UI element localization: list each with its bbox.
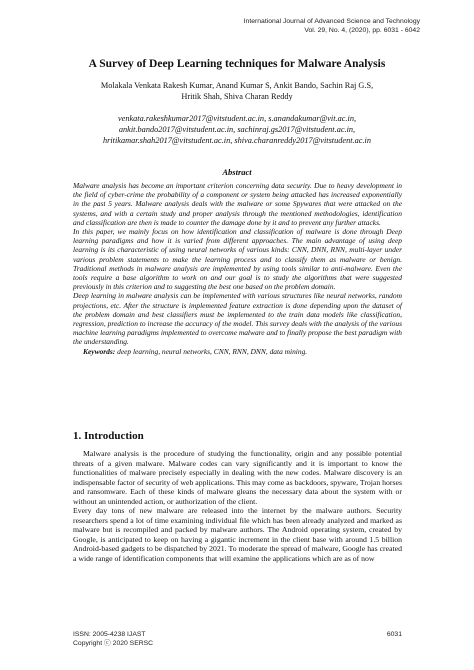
body-paragraph: Every day tons of new malware are released into the internet by the malware authors. Security researchers spend a lot of time examining individual file which has been already analyzed and marked as malware but is recompiled and packed by malware authors. The Android operating system, created by Google, is anticipated to keep on having a gigantic increment in the client base with around 1.5 billion Android-based gadgets to be dispatched by 2021. To moderate the spread of malware, Google has created a wide range of identification components that will examine the applications which are as of now: [73, 506, 402, 563]
copyright-text: Copyright ⓒ 2020 SERSC: [73, 640, 154, 647]
emails-line: ankit.bando2017@vitstudent.ac.in, sachinraj.gs2017@vitstudent.ac.in,: [118, 125, 356, 134]
author-emails: [56, 113, 418, 146]
keywords-text: deep learning, neural networks, CNN, RNN, DNN, data mining.: [115, 346, 308, 356]
emails-line: venkata.rakeshkumar2017@vitstudent.ac.in, s.anandakumar@vit.ac.in,: [117, 114, 357, 123]
journal-header: [120, 17, 420, 35]
author-list: [70, 80, 404, 102]
section-heading-introduction: 1. Introduction: [73, 430, 144, 442]
abstract-body: [73, 181, 402, 356]
footer-left: [73, 630, 153, 648]
emails-line: hritikamar.shah2017@vitstudent.ac.in, shiva.charanreddy2017@vitstudent.ac.in: [103, 136, 371, 145]
introduction-body: [73, 449, 402, 563]
volume-info: Vol. 29, No. 4, (2020), pp. 6031 - 6042: [304, 27, 420, 34]
abstract-paragraph: Deep learning in malware analysis can be implemented with various structures like neural networks, random projections, etc. After the structure is implemented feature extraction is done depending upon the dataset of the problem domain and best classifiers must be implemented to the train data models like classification, regression, prediction to increase the accuracy of the model. This survey deals with the analysis of the various machine learning paradigms implemented to overcome malware and to finally propose the best paradigm with the understanding.: [73, 291, 402, 347]
abstract-heading: Abstract: [222, 167, 252, 177]
abstract-paragraph: In this paper, we mainly focus on how identification and classification of malware is done through Deep learning paradigms and how it is varied from different approaches. The main advantage of using deep learning is its characteristic of using neural networks of various kinds: CNN, DNN, RNN, multi-layer under various problem statements to make the learning process and to classify them as malware or benign. Traditional methods in malware analysis are implemented by using tools similar to anti-malware. Even the tools require a base algorithm to work on and our goal is to study the algorithms that were suggested previously in this criterion and to suggesting the best one based on the problem domain.: [73, 227, 402, 292]
keywords-label: Keywords:: [83, 346, 116, 356]
abstract-paragraph: Malware analysis has become an important criterion concerning data security. Due to heavy development in the field of cyber-crime the probability of a component or system being attacked has increased exponentially in the past 5 years. Malware analysis deals with the malware or some Spywares that were attacked on the systems, and with a certain study and proper analysis through the mentioned methodologies, identification and classification are then is made to counter the damage done by it and to prevent any further attacks.: [73, 181, 402, 227]
paper-title: A Survey of Deep Learning techniques for Malware Analysis: [88, 58, 386, 70]
journal-name: International Journal of Advanced Science and Technology: [243, 18, 420, 25]
authors-line: Molakala Venkata Rakesh Kumar, Anand Kumar S, Ankit Bando, Sachin Raj G.S,: [100, 81, 374, 90]
authors-line: Hritik Shah, Shiva Charan Reddy: [181, 92, 293, 101]
body-paragraph: Malware analysis is the procedure of studying the functionality, origin and any possible potential threats of a given malware. Malware codes can vary significantly and it is important to know the functionalities of malware precisely especially in dealing with the new codes. Malware discovery is an indispensable factor of security of web applications. This may come as backdoors, spyware, Trojan horses and ransomware. Each of these kinds of malware gleans the necessary data about the system with or without an unintended action, or authorization of the client.: [73, 449, 402, 506]
issn-text: ISSN: 2005-4238 IJAST: [73, 631, 146, 638]
keywords-line: [73, 347, 402, 356]
page-number: 6031: [386, 631, 402, 638]
